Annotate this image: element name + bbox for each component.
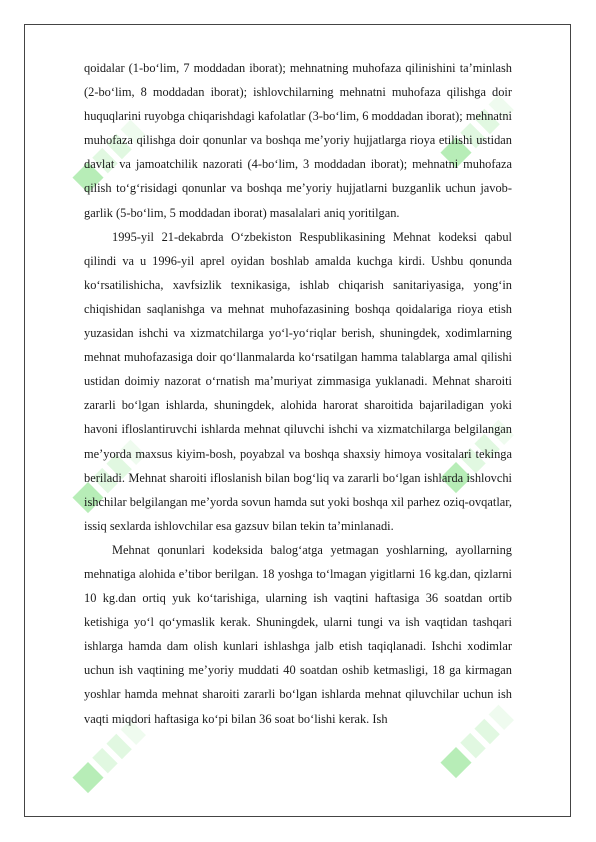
paragraph-2: 1995-yil 21-dekabrda O‘zbekiston Respublikasining Mehnat kodeksi qabul qilindi va u 1996-yil aprel oyidan boshlab amalda kuchga kirdi. Ushbu qonunda ko‘rsatilishicha, xavfsizlik texnikasiga, ishlab chiqarish sanitariyasiga, yong‘in chiqishidan saqlanishga va mehnat muhofazasining boshqa qoidalariga rioya etish yuzasidan ishchi va xizmatchilarga yo‘l-yo‘riqlar berish, shuningdek, xodimlarning mehnat muhofazasiga doir qo‘llanmalarda ko‘rsatilgan hamma talablarga amal qilishi ustidan doimiy nazorat o‘rnatish ma’muriyat zimmasiga yuklanadi. Mehnat sharoiti zararli bo‘lgan ishlarda, shuningdek, alohida harorat sharoitida bajariladigan yoki havoni ifloslantiruvchi ishlarda mehnat qiluvchi ishchi va xizmatchilarga belgilangan me’yorda maxsus kiyim-bosh, poyabzal va boshqa shaxsiy himoya vositalari tekinga beriladi. Mehnat sharoiti ifloslanish bilan bog‘liq va zararli bo‘lgan ishlarda ishlovchi ishchilar belgilangan me’yorda sovun hamda sut yoki boshqa xil parhez oziq-ovqatlar, issiq sexlarda ishlovchilar esa gazsuv bilan tekin ta’minlanadi. bbox=[84, 229, 512, 533]
paragraph-1: qoidalar (1-bo‘lim, 7 moddadan iborat); mehnatning muhofaza qilinishini ta’minlash (2-bo‘lim, 8 moddadan iborat); ishlovchilarning mehnatni muhofaza qilishga doir huquqlarini ruyobga chiqarishdagi kafolatlar (3-bo‘lim, 6 moddadan iborat); mehnatni muhofaza qilishga doir qonunlar va boshqa me’yoriy hujjatlarga rioya etilishi ustidan davlat va jamoatchilik nazorati (4-bo‘lim, 3 moddadan iborat); mehnatni muhofaza qilish to‘g‘risidagi qonunlar va boshqa me’yoriy hujjatlarni buzganlik uchun javob-garlik (5-bo‘lim, 5 moddadan iborat) masalalari aniq yoritilgan. bbox=[84, 61, 512, 220]
document-body bbox=[84, 56, 512, 731]
paragraph-3: Mehnat qonunlari kodeksida balog‘atga yetmagan yoshlarning, ayollarning mehnatiga alohida e’tibor berilgan. 18 yoshga to‘lmagan yigitlarni 16 kg.dan, qizlarni 10 kg.dan ortiq yuk ko‘tarishiga, ularning ish vaqtini haftasiga 36 soatdan ortib ketishiga yo‘l qo‘ymaslik kerak. Shuningdek, ularni tungi va ish vaqtidan tashqari ishlarga hamda dam olish kunlari ishlashga jalb etish taqiqlanadi. Ishchi xodimlar uchun ish vaqtining me’yoriy muddati 40 soatdan oshib ketmasligi, 18 ga kirmagan yoshlar hamda mehnat sharoiti zararli bo‘lgan ishlarda mehnat qiluvchilar uchun ish vaqti miqdori haftasiga ko‘pi bilan 36 soat bo‘lishi kerak. Ish bbox=[84, 542, 512, 726]
